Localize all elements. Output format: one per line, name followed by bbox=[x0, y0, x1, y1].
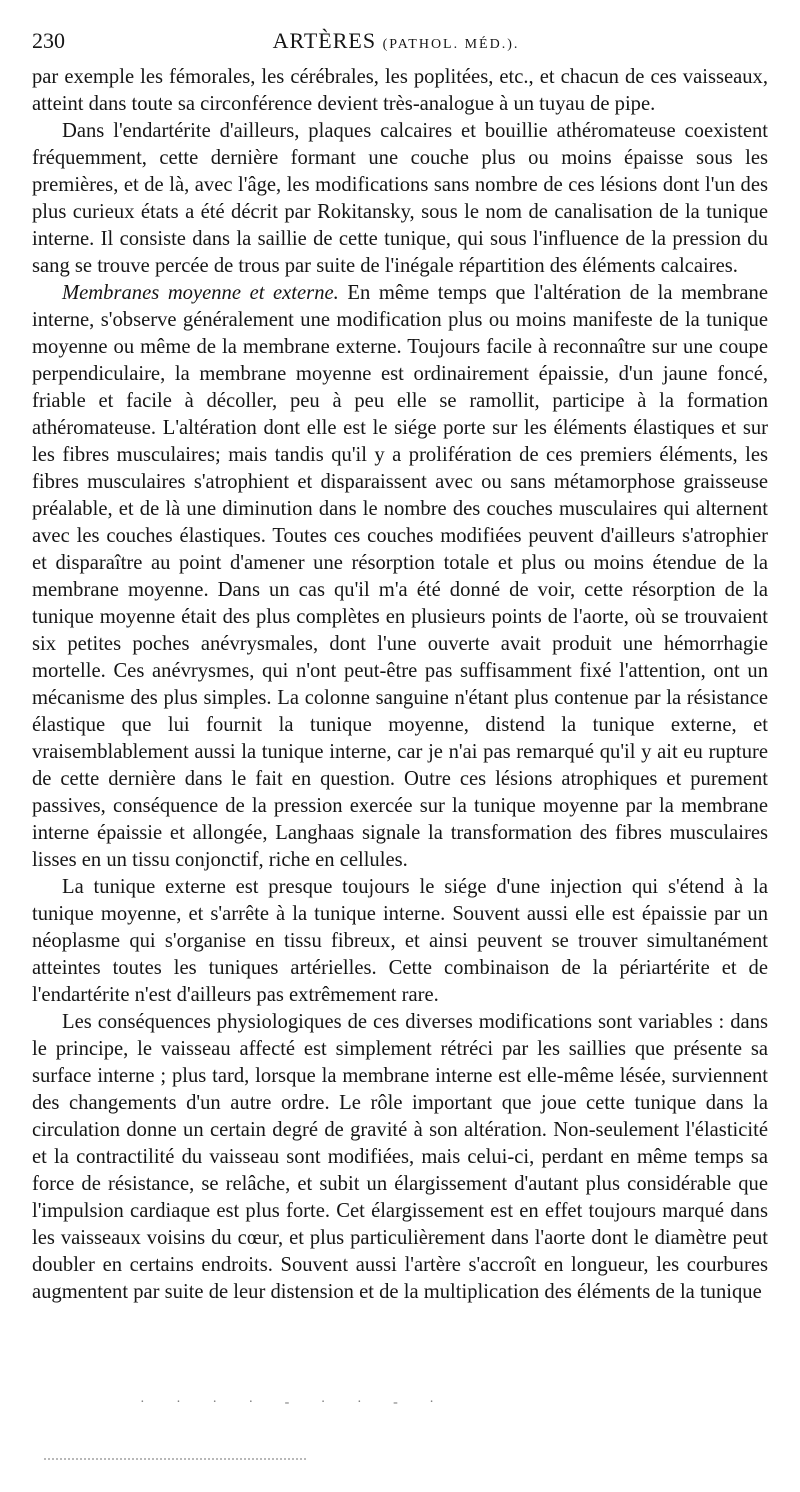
page-number: 230 bbox=[32, 28, 65, 53]
paragraph-2: Dans l'endartérite d'ailleurs, plaques calcaires et bouillie athéromateuse coexistent fréquemment, cette dernière formant une couche plus ou moins épaisse sous les premières, et de là, avec l'âge, les modifications sans nombre de ces lésions dont l'un des plus curieux états a été décrit par Rokitansky, sous le nom de canalisation de la tunique interne. Il consiste dans la saillie de cette tunique, qui sous l'influence de la pression du sang se trouve percée de trous par suite de l'inégale répartition des éléments calcaires. bbox=[32, 120, 768, 277]
running-head bbox=[32, 28, 760, 54]
body-text bbox=[32, 64, 768, 1306]
running-head-subtitle: (PATHOL. MÉD.). bbox=[382, 37, 520, 52]
page-header bbox=[32, 28, 760, 56]
running-head-title: ARTÈRES bbox=[272, 28, 377, 53]
paragraph-3 bbox=[32, 280, 768, 874]
paragraph-1: par exemple les fémorales, les cérébrales, les poplitées, etc., et chacun de ces vaisseaux, atteint dans toute sa circonférence devient très-analogue à un tuyau de pipe. bbox=[32, 66, 768, 115]
section-heading: Membranes moyenne et externe. bbox=[62, 282, 339, 304]
bottom-rule bbox=[44, 1458, 306, 1460]
paragraph-5: Les conséquences physiologiques de ces diverses modifications sont variables : dans le principe, le vaisseau affecté est simplement rétréci par les saillies que présente sa surface interne ; plus tard, lorsque la membrane interne est elle-même lésée, surviennent des changements d'un autre ordre. Le rôle important que joue cette tunique dans la circulation donne un certain degré de gravité à son altération. Non-seulement l'élasticité et la contractilité du vaisseau sont modifiées, mais celui-ci, perdant en même temps sa force de résistance, se relâche, et subit un élargissement d'autant plus considérable que l'impulsion cardiaque est plus forte. Cet élargissement est en effet toujours marqué dans les vaisseaux voisins du cœur, et plus particulièrement dans l'aorte dont le diamètre peut doubler en certains endroits. Souvent aussi l'artère s'accroît en longueur, les courbures augmentent par suite de leur distension et de la multiplication des éléments de la tunique bbox=[32, 1011, 768, 1303]
paragraph-3-text: En même temps que l'altération de la membrane interne, s'observe généralement une modification plus ou moins manifeste de la tunique moyenne ou même de la membrane externe. Toujours facile à reconnaître sur une coupe perpendiculaire, la membrane moyenne est ordinairement épaissie, d'un jaune foncé, friable et facile à décoller, peu à peu elle se ramollit, participe à la formation athéromateuse. L'altération dont elle est le siége porte sur les éléments élastiques et sur les fibres musculaires; mais tandis qu'il y a prolifération de ces premiers éléments, les fibres musculaires s'atrophient et disparaissent avec ou sans métamorphose graisseuse préalable, et de là une diminution dans le nombre des couches musculaires qui alternent avec les couches élastiques. Toutes ces couches modifiées peuvent d'ailleurs s'atrophier et disparaître au point d'amener une résorption totale et plus ou moins étendue de la membrane moyenne. Dans un cas qu'il m'a été donné de voir, cette résorption de la tunique moyenne était des plus complètes en plusieurs points de l'aorte, où se trouvaient six petites poches anévrysmales, dont l'une ouverte avait produit une hémorrhagie mortelle. Ces anévrysmes, qui n'ont peut-être pas suffisamment fixé l'attention, ont un mécanisme des plus simples. La colonne sanguine n'étant plus contenue par la résistance élastique que lui fournit la tunique moyenne, distend la tunique externe, et vraisemblablement aussi la tunique interne, car je n'ai pas remarqué qu'il y ait eu rupture de cette dernière dans le fait en question. Outre ces lésions atrophiques et purement passives, conséquence de la pression exercée sur la tunique moyenne par la membrane interne épaissie et allongée, Langhaas signale la transformation des fibres musculaires lisses en un tissu conjonctif, riche en cellules. bbox=[32, 282, 768, 871]
scan-noise: · · · · ‐ · · ‐ · bbox=[140, 1395, 448, 1410]
paragraph-4: La tunique externe est presque toujours le siége d'une injection qui s'étend à la tunique moyenne, et s'arrête à la tunique interne. Souvent aussi elle est épaissie par un néoplasme qui s'organise en tissu fibreux, et ainsi peuvent se trouver simultanément atteintes toutes les tuniques artérielles. Cette combinaison de la périartérite et de l'endartérite n'est d'ailleurs pas extrêmement rare. bbox=[32, 876, 768, 1006]
